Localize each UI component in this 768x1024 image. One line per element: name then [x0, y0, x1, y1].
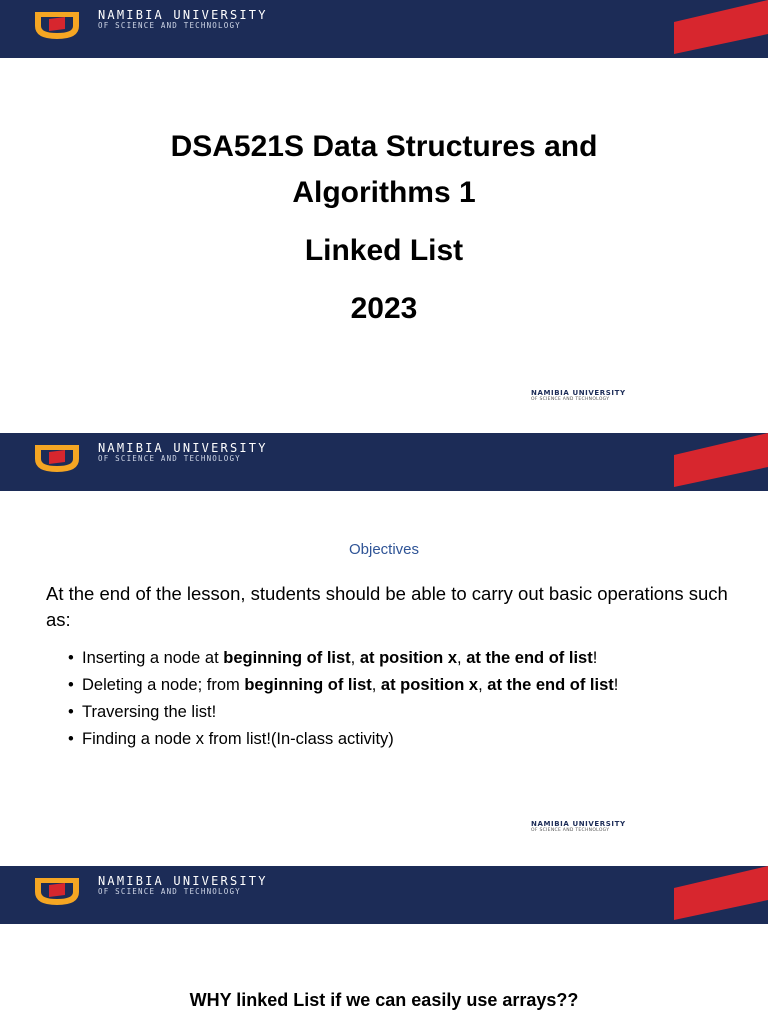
- list-item: [68, 726, 758, 753]
- university-name: NAMIBIA UNIVERSITY: [98, 441, 268, 455]
- red-stripe-icon: [668, 0, 768, 58]
- bullet-text: Finding a node x from list!(In-class activity): [82, 730, 394, 748]
- university-subtitle: OF SCIENCE AND TECHNOLOGY: [98, 887, 241, 896]
- bullet-sep: ,: [457, 649, 467, 667]
- bullet-icon: •: [68, 730, 74, 748]
- bullet-icon: •: [68, 676, 74, 694]
- bullet-sep: ,: [350, 649, 360, 667]
- bullet-text: Inserting a node at: [82, 649, 224, 667]
- bullet-bold: beginning of list: [223, 649, 351, 667]
- slide-title-block: [0, 124, 768, 332]
- bullet-bold: at position x: [359, 649, 458, 667]
- list-item: [68, 699, 758, 726]
- bullet-sep: ,: [478, 676, 488, 694]
- footer-logo-line1: NAMIBIA UNIVERSITY: [531, 820, 626, 828]
- header-banner: [0, 866, 768, 924]
- bullet-icon: •: [68, 649, 74, 667]
- bullet-bold: at position x: [380, 676, 479, 694]
- university-logo-icon: [31, 8, 83, 42]
- bullet-end: !: [613, 676, 619, 694]
- bullet-bold: at the end of list: [466, 649, 593, 667]
- course-title: DSA521S Data Structures and: [170, 130, 598, 163]
- objectives-list: [68, 645, 758, 753]
- footer-logo: [531, 389, 641, 403]
- objectives-intro: At the end of the lesson, students should be able to carry out basic operations such as:: [46, 583, 728, 630]
- bullet-text: Traversing the list!: [82, 703, 217, 721]
- university-logo-icon: [31, 441, 83, 475]
- red-stripe-icon: [668, 866, 768, 924]
- footer-logo: [531, 820, 641, 834]
- header-banner: [0, 0, 768, 58]
- footer-logo-line1: NAMIBIA UNIVERSITY: [531, 389, 626, 397]
- slide-why-linked-list: [0, 866, 768, 1024]
- why-heading: WHY linked List if we can easily use arrays??: [189, 990, 579, 1010]
- course-title-cont: Algorithms 1: [292, 176, 476, 209]
- slide-title: [0, 0, 768, 432]
- footer-logo-line2: OF SCIENCE AND TECHNOLOGY: [531, 397, 610, 402]
- red-stripe-icon: [668, 433, 768, 491]
- university-logo-icon: [31, 874, 83, 908]
- list-item: [68, 672, 758, 699]
- bullet-end: !: [592, 649, 598, 667]
- list-item: [68, 645, 758, 672]
- university-name: NAMIBIA UNIVERSITY: [98, 874, 268, 888]
- bullet-sep: ,: [371, 676, 381, 694]
- objectives-heading: Objectives: [348, 541, 420, 558]
- header-banner: [0, 433, 768, 491]
- university-subtitle: OF SCIENCE AND TECHNOLOGY: [98, 21, 241, 30]
- bullet-bold: beginning of list: [244, 676, 372, 694]
- slide-objectives: [0, 433, 768, 865]
- bullet-bold: at the end of list: [487, 676, 614, 694]
- bullet-icon: •: [68, 703, 74, 721]
- university-subtitle: OF SCIENCE AND TECHNOLOGY: [98, 454, 241, 463]
- year: 2023: [350, 292, 418, 325]
- footer-logo-line2: OF SCIENCE AND TECHNOLOGY: [531, 828, 610, 833]
- topic-title: Linked List: [304, 234, 464, 267]
- bullet-text: Deleting a node; from: [82, 676, 245, 694]
- university-name: NAMIBIA UNIVERSITY: [98, 8, 268, 22]
